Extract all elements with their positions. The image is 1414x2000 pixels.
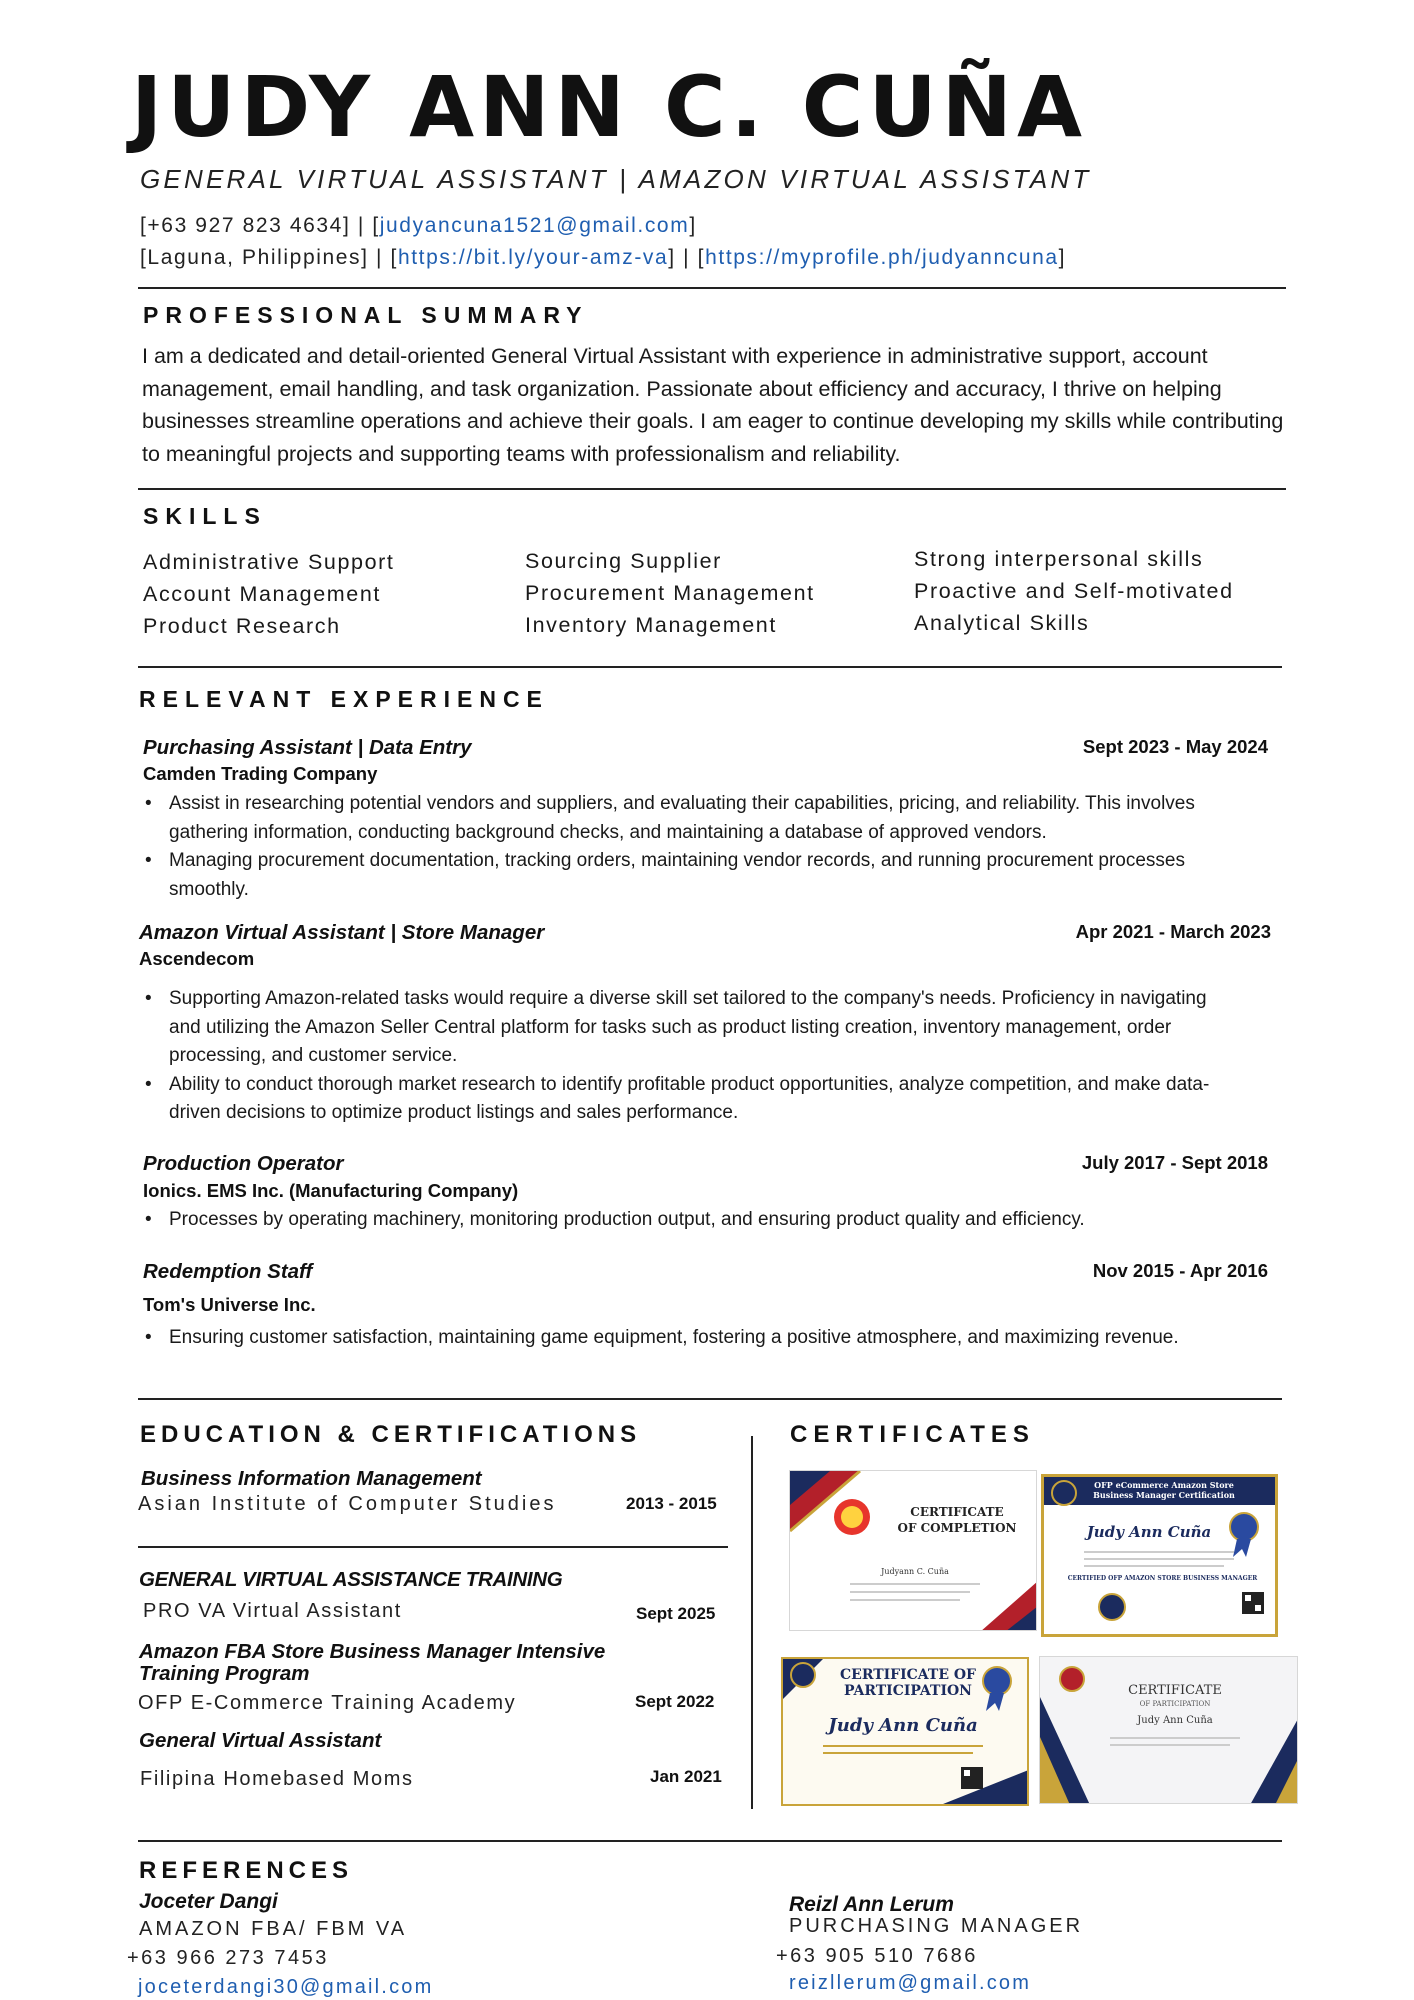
column-divider	[751, 1436, 753, 1809]
job-bullets	[139, 985, 1229, 1128]
education-title: General Virtual Assistant	[139, 1729, 382, 1752]
skill-item: Product Research	[143, 614, 341, 638]
cert-line-2: Business Manager Certification	[1093, 1490, 1235, 1500]
candidate-title: GENERAL VIRTUAL ASSISTANT | AMAZON VIRTUAL ASSISTANT	[140, 164, 1092, 194]
summary-text: I am a dedicated and detail-oriented General Virtual Assistant with experience in administrative support, account management, email handling, and task organization. Passionate about efficiency and accuracy, I thrive on helping businesses streamline operations and achieve their goals. I am eager to continue developing my skills while contributing to meaningful projects and supporting teams with professionalism and reliability.	[142, 344, 1284, 466]
experience-heading: RELEVANT EXPERIENCE	[139, 686, 549, 712]
cert-line-1: CERTIFICATE	[1128, 1683, 1222, 1698]
education-date: 2013 - 2015	[626, 1494, 717, 1513]
certificate-participation-ofp[interactable]	[781, 1657, 1029, 1806]
cert-footer: CERTIFIED OFP AMAZON STORE BUSINESS MANAGER	[1067, 1575, 1258, 1582]
job-date: July 2017 - Sept 2018	[1081, 1152, 1268, 1173]
skills-column-1	[143, 546, 395, 642]
bullet-item: • Supporting Amazon-related tasks would require a diverse skill set tailored to the company's needs. Proficiency in navigating and utilizing the Amazon Seller Central platform for tasks such as product listing creation, inventory management, order processing, and customer service.	[139, 985, 1229, 1071]
education-school: Filipina Homebased Moms	[140, 1768, 414, 1790]
cert-name: Judy Ann Cuña	[1086, 1523, 1212, 1541]
education-title: Amazon FBA Store Business Manager Intensive Training Program	[139, 1640, 606, 1685]
education-school: Asian Institute of Computer Studies	[138, 1493, 557, 1515]
job-bullets	[139, 790, 1269, 904]
bullet-item: • Processes by operating machinery, monitoring production output, and ensuring product quality and efficiency.	[139, 1206, 1289, 1235]
divider	[138, 1546, 728, 1548]
education-title: GENERAL VIRTUAL ASSISTANCE TRAINING	[139, 1568, 563, 1591]
job-bullets	[139, 1324, 1239, 1353]
education-date: Jan 2021	[650, 1767, 722, 1786]
job-company: Tom's Universe Inc.	[143, 1294, 316, 1315]
skill-item: Inventory Management	[525, 613, 777, 637]
divider	[138, 488, 1286, 490]
reference-phone: +63 966 273 7453	[127, 1947, 329, 1969]
skill-item: Procurement Management	[525, 581, 815, 605]
email-link[interactable]: judyancuna1521@gmail.com	[379, 214, 690, 237]
summary-heading: PROFESSIONAL SUMMARY	[143, 302, 589, 328]
certificate-background	[1040, 1657, 1298, 1804]
job-title: Amazon Virtual Assistant | Store Manager	[139, 921, 545, 944]
bullet-item: • Ability to conduct thorough market research to identify profitable product opportunities, analyze competition, and make data-driven decisions to optimize product listings and sales performance.	[139, 1071, 1229, 1128]
certificate-background	[790, 1471, 1037, 1631]
candidate-name: JUDY ANN C. CUÑA	[131, 58, 1087, 156]
job-company: Ionics. EMS Inc. (Manufacturing Company)	[143, 1180, 519, 1201]
skill-item: Account Management	[143, 582, 381, 606]
cert-line-1: CERTIFICATE OF	[840, 1667, 976, 1683]
reference-role: PURCHASING MANAGER	[789, 1915, 1084, 1937]
reference-name: Joceter Dangi	[139, 1890, 278, 1913]
bullet-item: • Managing procurement documentation, tracking orders, maintaining vendor records, and running procurement processes smoothly.	[139, 847, 1269, 904]
skills-column-3	[914, 543, 1234, 639]
education-school: OFP E-Commerce Training Academy	[138, 1692, 517, 1714]
contact-line-2: [Laguna, Philippines] | [https://bit.ly/your-amz-va] | [https://myprofile.ph/judyanncuna]	[140, 246, 1067, 269]
certificates-heading: CERTIFICATES	[790, 1421, 1035, 1448]
education-heading: EDUCATION & CERTIFICATIONS	[140, 1421, 642, 1448]
cert-line-1: CERTIFICATE	[910, 1505, 1004, 1519]
job-title: Production Operator	[143, 1152, 344, 1175]
job-company: Ascendecom	[139, 948, 255, 969]
location: [Laguna, Philippines]	[140, 246, 369, 269]
bullet-item: • Assist in researching potential vendors and suppliers, and evaluating their capabilities, pricing, and reliability. This involves gathering information, conducting background checks, and maintaining a database of approved vendors.	[139, 790, 1269, 847]
certificate-completion[interactable]	[789, 1470, 1037, 1631]
job-bullets	[139, 1206, 1289, 1235]
skills-column-2	[525, 545, 815, 641]
cert-name: Judy Ann Cuña	[1137, 1715, 1213, 1726]
job-date: Nov 2015 - Apr 2016	[1092, 1260, 1268, 1281]
reference-phone: +63 905 510 7686	[776, 1945, 978, 1967]
cert-line-2: PARTICIPATION	[844, 1683, 972, 1699]
bullet-item: • Ensuring customer satisfaction, maintaining game equipment, fostering a positive atmosphere, and maximizing revenue.	[139, 1324, 1239, 1353]
reference-email[interactable]: joceterdangi30@gmail.com	[138, 1976, 434, 1998]
reference-name: Reizl Ann Lerum	[789, 1893, 954, 1916]
skill-item: Analytical Skills	[914, 611, 1090, 635]
cert-name: Judyann C. Cuña	[881, 1567, 949, 1576]
reference-email[interactable]: reizllerum@gmail.com	[789, 1972, 1032, 1994]
education-date: Sept 2025	[636, 1604, 716, 1623]
divider	[138, 287, 1286, 289]
skill-item: Strong interpersonal skills	[914, 547, 1204, 571]
cert-name: Judy Ann Cuña	[828, 1715, 978, 1736]
education-school: PRO VA Virtual Assistant	[143, 1600, 402, 1622]
divider	[138, 1398, 1282, 1400]
divider	[138, 666, 1282, 668]
reference-role: AMAZON FBA/ FBM VA	[139, 1918, 408, 1940]
job-date: Sept 2023 - May 2024	[1082, 736, 1268, 757]
job-title: Purchasing Assistant | Data Entry	[143, 736, 472, 759]
profile-link[interactable]: https://myprofile.ph/judyanncuna	[705, 246, 1059, 269]
phone: [+63 927 823 4634]	[140, 214, 351, 237]
divider	[138, 1840, 1282, 1842]
education-date: Sept 2022	[635, 1692, 715, 1711]
cert-line-1: OFP eCommerce Amazon Store	[1094, 1480, 1234, 1490]
cert-line-2: OF COMPLETION	[897, 1521, 1017, 1535]
job-title: Redemption Staff	[143, 1260, 313, 1283]
cert-line-2: OF PARTICIPATION	[1139, 1700, 1211, 1708]
certificate-amazon-store-manager[interactable]	[1041, 1474, 1278, 1637]
skill-item: Administrative Support	[143, 550, 395, 574]
references-heading: REFERENCES	[139, 1857, 354, 1884]
skills-heading: SKILLS	[143, 503, 267, 529]
certificate-background	[1044, 1477, 1278, 1637]
portfolio-link[interactable]: https://bit.ly/your-amz-va	[397, 246, 669, 269]
contact-line-1: [+63 927 823 4634] | [judyancuna1521@gmail.com]	[140, 214, 697, 237]
job-company: Camden Trading Company	[143, 763, 378, 784]
skill-item: Proactive and Self-motivated	[914, 579, 1234, 603]
certificate-participation-prova[interactable]	[1039, 1656, 1298, 1804]
skill-item: Sourcing Supplier	[525, 549, 722, 573]
job-date: Apr 2021 - March 2023	[1075, 921, 1271, 942]
education-title: Business Information Management	[141, 1467, 482, 1490]
